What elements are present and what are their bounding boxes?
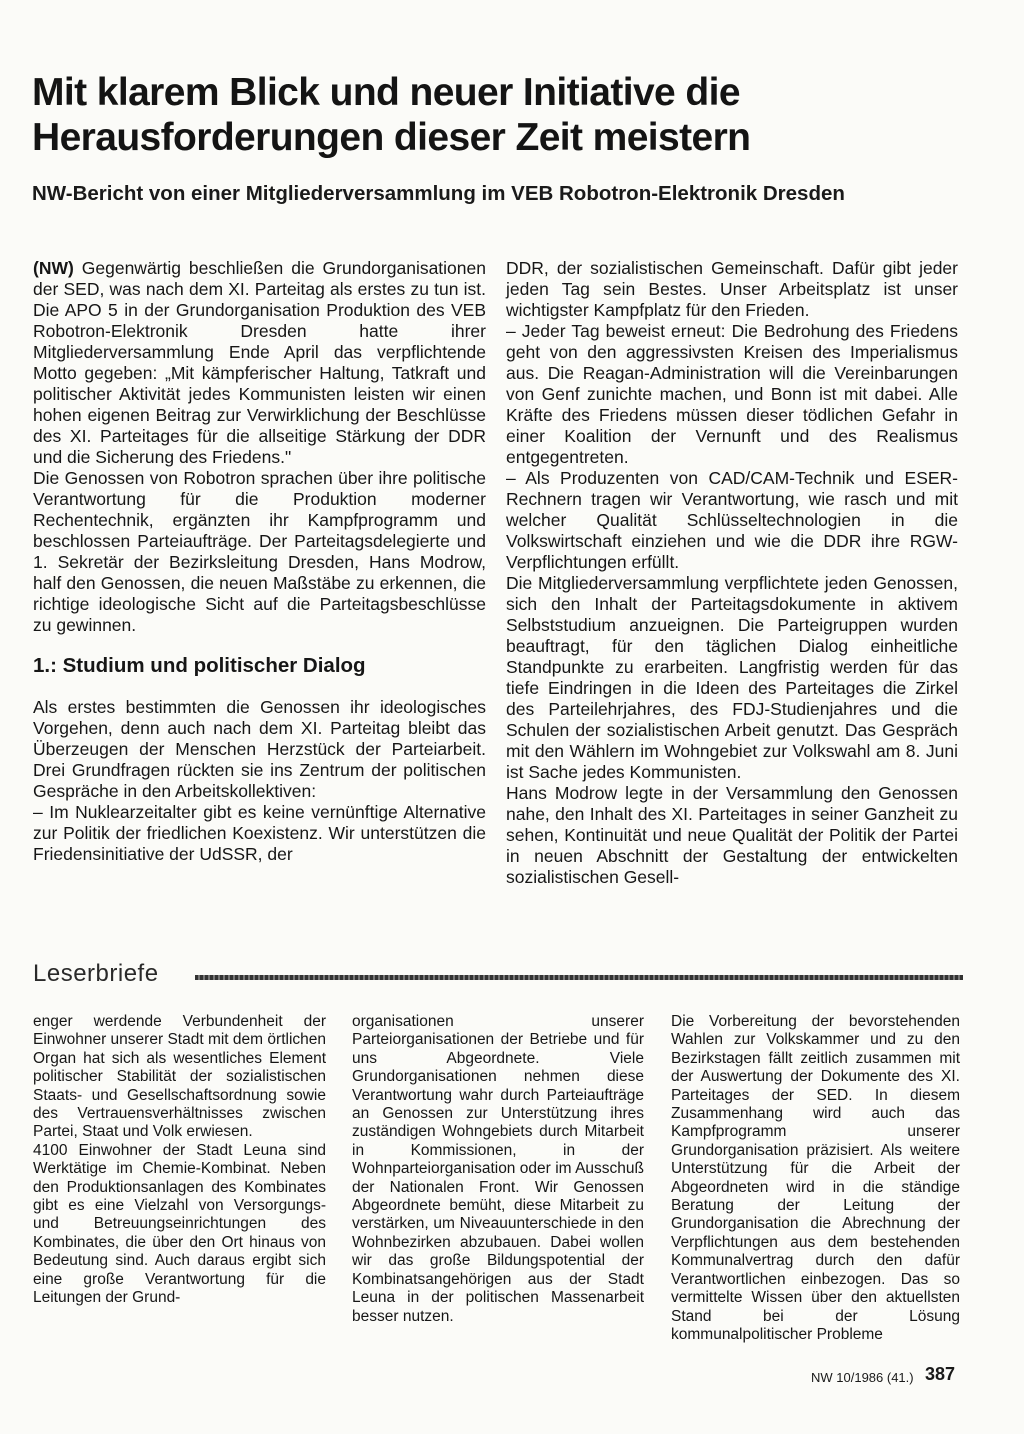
paragraph: – Als Produzenten von CAD/CAM-Technik und ESER-Rechnern tragen wir Verantwortung, wie rasch und mit welcher Qualität Schlüsseltechnologien in die Volkswirtschaft einziehen und wie die DDR ihre RGW-Verpflichtungen erfüllt. bbox=[506, 468, 958, 572]
letters-column-1 bbox=[33, 1013, 326, 1308]
paragraph: – Jeder Tag beweist erneut: Die Bedrohung des Friedens geht von den aggressivsten Kreisen des Imperialismus aus. Die Reagan-Administration will die Vereinbarungen von Genf zunichte machen, und Bonn ist mit dabei. Alle Kräfte des Friedens müssen dieser tödlichen Gefahr in einer Koalition der Vernunft und des Realismus entgegentreten. bbox=[506, 321, 958, 467]
page-number: 387 bbox=[925, 1364, 956, 1384]
lead-text: Gegenwärtig beschließen die Grundorganisationen der SED, was nach dem XI. Parteitag als erstes zu tun ist. Die APO 5 in der Grundorganisation Produktion des VEB Robotron-Elektronik Dresden hatte ihrer Mitgliederversammlung Ende April das verpflichtende Motto gegeben: „Mit kämpferischer Haltung, Tatkraft und politischer Aktivität jedes Kommunisten leisten wir einen hohen eigenen Beitrag zur Verwirklichung der Beschlüsse des XI. Parteitages für die allseitige Stärkung der DDR und die Sicherung des Friedens." bbox=[33, 258, 486, 467]
article-headline: Mit klarem Blick und neuer Initiative die Herausforderungen dieser Zeit meistern bbox=[32, 71, 751, 159]
paragraph: organisationen unserer Parteiorganisationen der Betriebe und für uns Abgeordnete. Viele Grundorganisationen nehmen diese Verantwortung wahr durch Parteiaufträge an Genossen zur Unterstützung ihres zuständigen Wohngebiets durch Mitarbeit in Kommissionen, in der Wohnparteiorganisation oder im Ausschuß der Nationalen Front. Wir Genossen Abgeordnete bemüht, diese Mitarbeit zu verstärken, um Niveauunterschiede in den Wohnbezirken abzubauen. Dabei wollen wir das große Bildungspotential der Kombinatsangehörigen aus der Stadt Leuna in der politischen Massenarbeit besser nutzen. bbox=[352, 1013, 644, 1325]
paragraph: Die Mitgliederversammlung verpflichtete jeden Genossen, sich den Inhalt der Parteitagsdokumente in aktivem Selbststudium anzueignen. Die Parteigruppen wurden beauftragt, für den täglichen Dialog einheitliche Standpunkte zu erarbeiten. Langfristig werden für das tiefe Eindringen in die Ideen des Parteitages die Zirkel des Parteilehrjahres, des FDJ-Studienjahres und die Schulen der sozialistischen Arbeit genutzt. Das Gespräch mit den Wählern im Wohngebiet zur Volkswahl am 8. Juni ist Sache jedes Kommunisten. bbox=[506, 573, 958, 782]
paragraph: Als erstes bestimmten die Genossen ihr ideologisches Vorgehen, denn auch nach dem XI. Parteitag bleibt das Überzeugen der Menschen Herzstück der Parteiarbeit. Drei Grundfragen rückten sie ins Zentrum der politischen Gespräche in den Arbeitskollektiven: bbox=[33, 697, 486, 801]
issue-reference: NW 10/1986 (41.) bbox=[811, 1370, 914, 1385]
lead-label: (NW) bbox=[33, 258, 74, 278]
article-column-right bbox=[506, 258, 958, 888]
section-heading: 1.: Studium und politischer Dialog bbox=[33, 654, 366, 677]
paragraph: 4100 Einwohner der Stadt Leuna sind Werktätige im Chemie-Kombinat. Neben den Produktionsanlagen des Kombinates gibt es eine Vielzahl von Versorgungs- und Betreuungseinrichtungen des Kombinates, die über den Ort hinaus von Bedeutung sind. Auch daraus ergibt sich eine große Verantwortung für die Leitungen der Grund- bbox=[33, 1141, 326, 1307]
paragraph: DDR, der sozialistischen Gemeinschaft. Dafür gibt jeder jeden Tag sein Bestes. Unser Arbeitsplatz ist unser wichtigster Kampfplatz für den Frieden. bbox=[506, 258, 958, 320]
letters-section-header bbox=[33, 960, 963, 992]
letters-column-2 bbox=[352, 1013, 644, 1326]
paragraph: Die Genossen von Robotron sprachen über ihre politische Verantwortung für die Produktion moderner Rechentechnik, ergänzten ihr Kampfprogramm und beschlossen Parteiaufträge. Der Parteitagsdelegierte und 1. Sekretär der Bezirksleitung Dresden, Hans Modrow, half den Genossen, die neuen Maßstäbe zu erkennen, die richtige ideologische Sicht auf die Parteitagsbeschlüsse zu gewinnen. bbox=[33, 468, 486, 635]
paragraph: Hans Modrow legte in der Versammlung den Genossen nahe, den Inhalt des XI. Parteitages in seiner Ganzheit zu sehen, Kontinuität und neue Qualität der Politik der Partei in neuen Abschnitt der Gestaltung der entwickelten sozialistischen Gesell- bbox=[506, 783, 958, 887]
lead-paragraph bbox=[33, 258, 486, 468]
paragraph: – Im Nuklearzeitalter gibt es keine vernünftige Alternative zur Politik der friedlichen Koexistenz. Wir unterstützen die Friedensinitiative der UdSSR, der bbox=[33, 802, 486, 864]
article-column-left bbox=[33, 258, 486, 865]
paragraph: enger werdende Verbundenheit der Einwohner unserer Stadt mit dem örtlichen Organ hat sich als wesentliches Element politischer Stabilität der sozialistischen Staats- und Gesellschaftsordnung sowie des Vertrauensverhältnisses zwischen Partei, Staat und Volk erwiesen. bbox=[33, 1013, 326, 1141]
article-subheadline: NW-Bericht von einer Mitgliederversammlung im VEB Robotron-Elektronik Dresden bbox=[32, 182, 845, 205]
letters-title: Leserbriefe bbox=[33, 960, 159, 987]
paragraph: Die Vorbereitung der bevorstehenden Wahlen zur Volkskammer und zu den Bezirkstagen fällt zeitlich zusammen mit der Auswertung der Dokumente des XI. Parteitages der SED. In diesem Zusammenhang wird auch das Kampfprogramm unserer Grundorganisation präzisiert. Als weitere Unterstützung für die Arbeit der Abgeordneten wird in die ständige Beratung der Leitung der Grundorganisation die Abrechnung der Verpflichtungen aus dem bestehenden Kommunalvertrag durch den dafür Verantwortlichen einbezogen. Das so vermittelte Wissen über den aktuellsten Stand bei der Lösung kommunalpolitischer Probleme bbox=[671, 1013, 960, 1343]
letters-divider-rule bbox=[195, 975, 963, 980]
letters-column-3 bbox=[671, 1013, 960, 1344]
